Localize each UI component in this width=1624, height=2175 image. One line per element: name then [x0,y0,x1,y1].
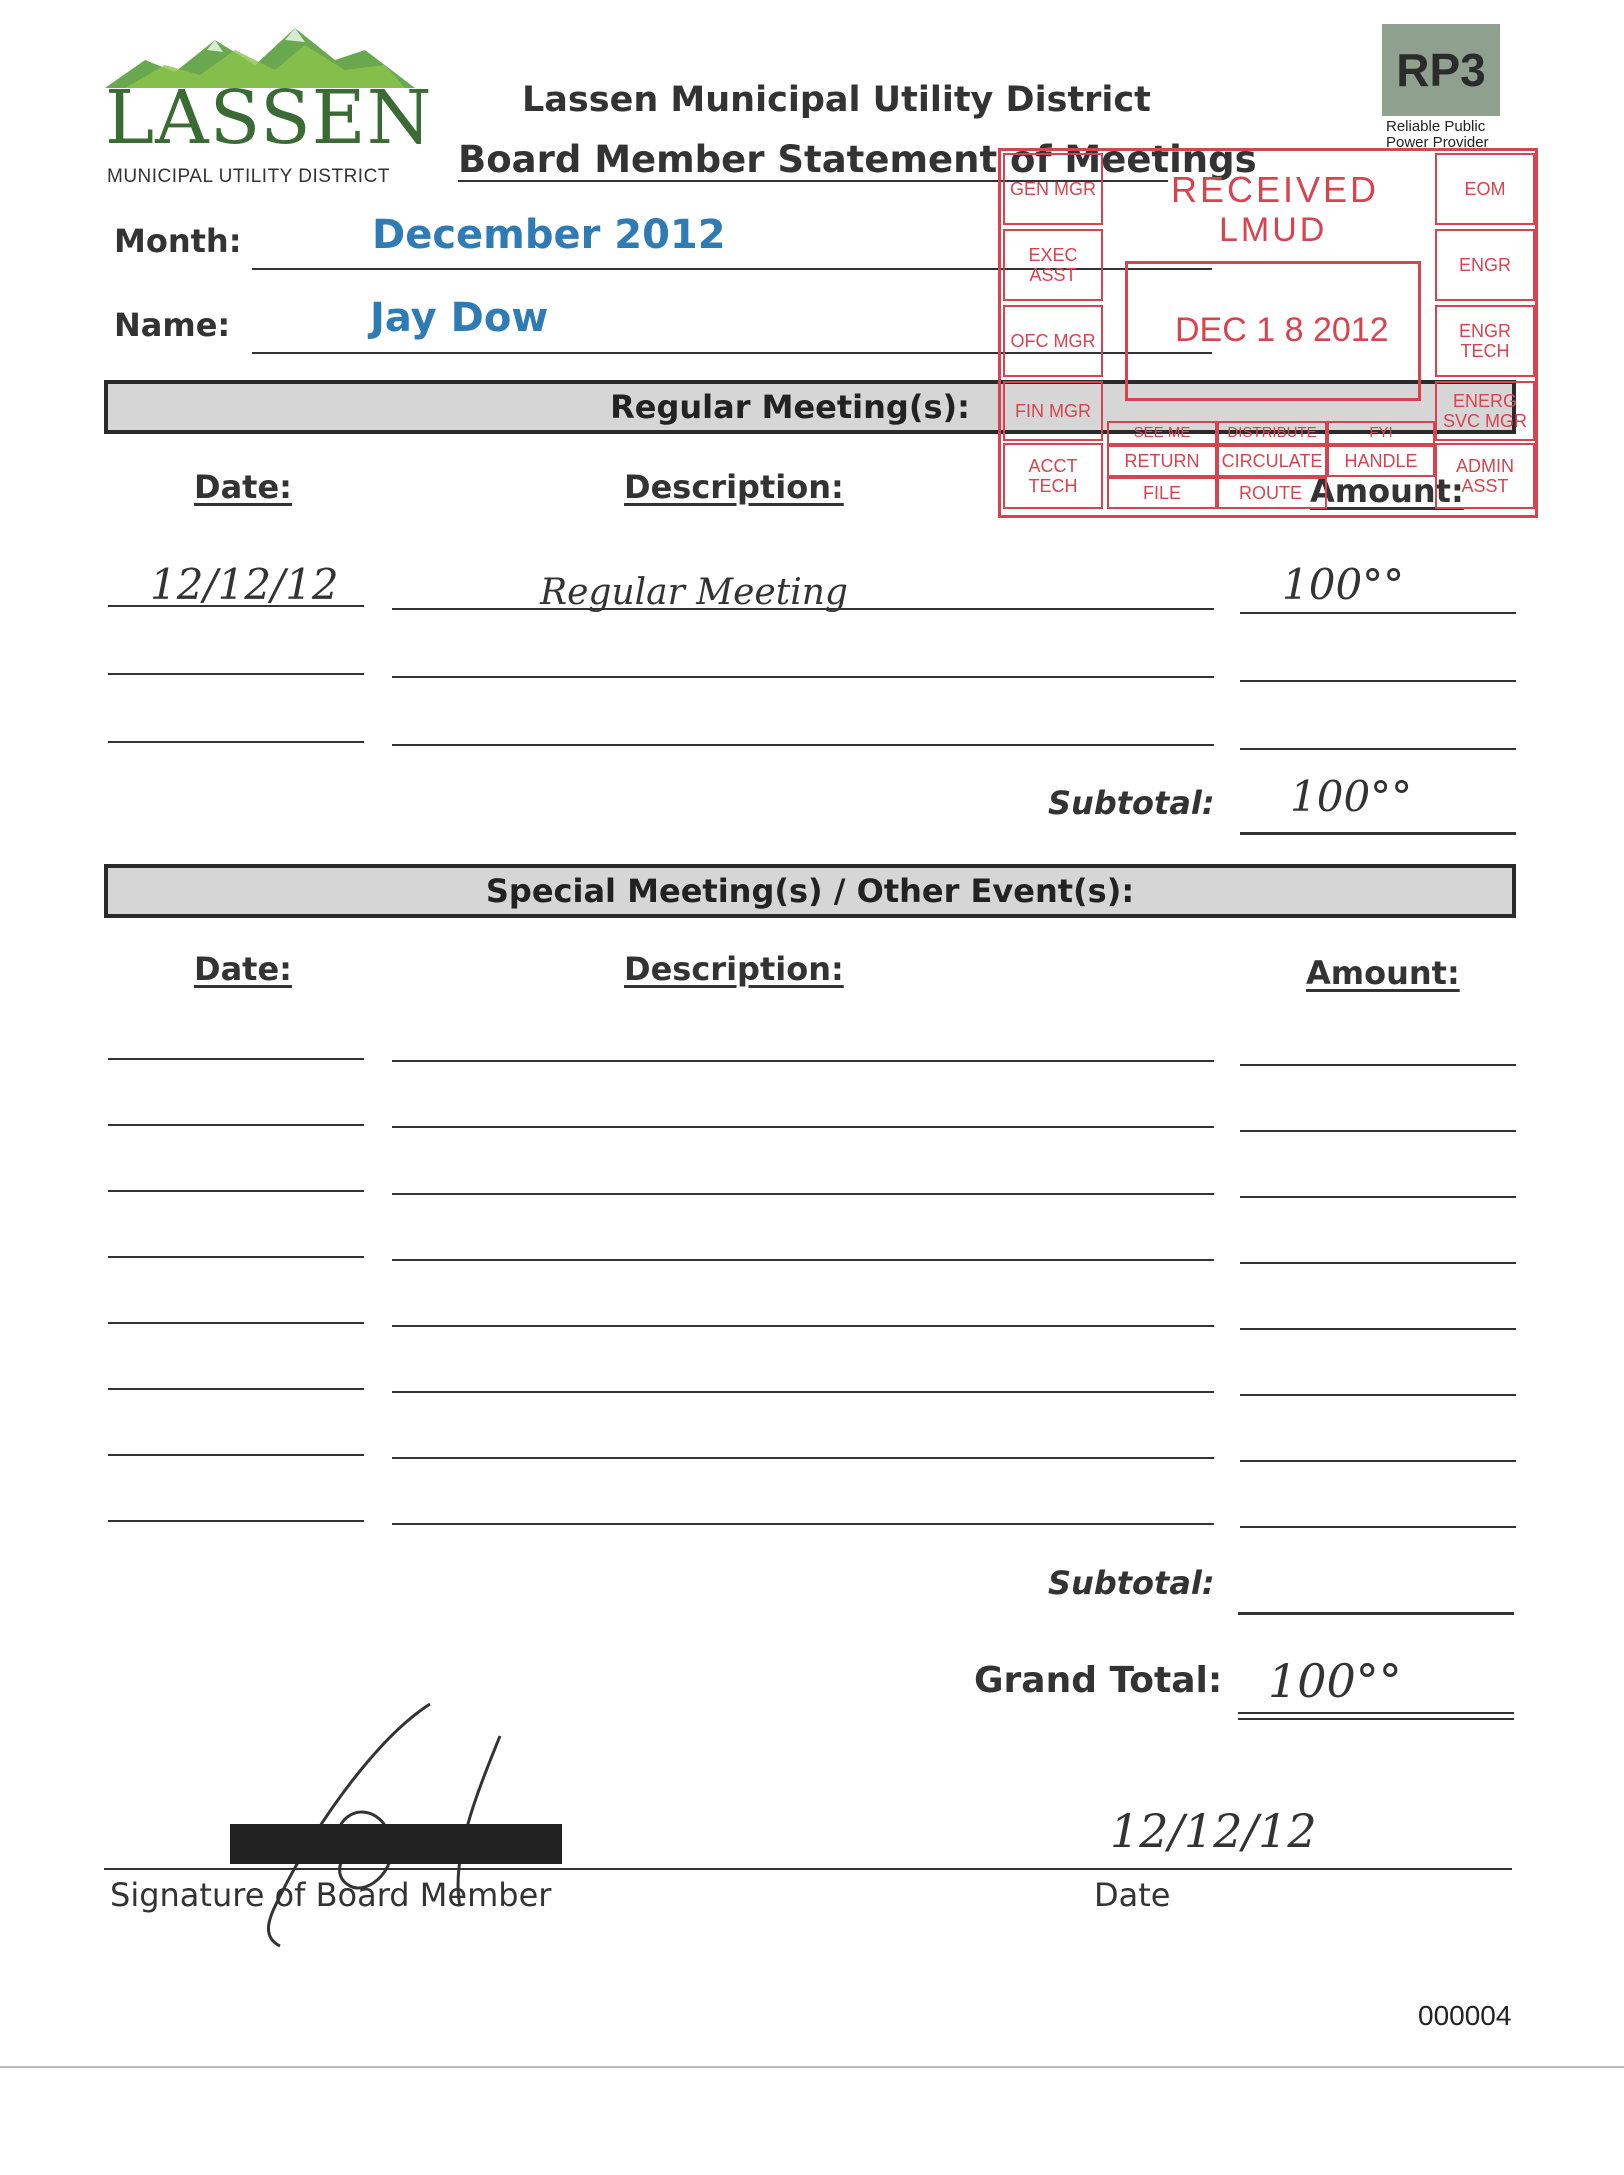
grand-total-value: 100°° [1268,1654,1402,1708]
special-row-line [1240,1394,1516,1396]
special-row-line [392,1193,1214,1195]
stamp-cell: CIRCULATE [1217,445,1327,477]
page-number: 000004 [1418,2000,1512,2031]
stamp-cell: GEN MGR [1003,153,1103,225]
special-row-line [108,1322,364,1324]
stamp-cell: ENGR [1435,229,1535,301]
special-row-line [392,1523,1214,1525]
name-value: Jay Dow [370,295,549,341]
special-row-line [1240,1262,1516,1264]
special-row-line [1240,1328,1516,1330]
rp3-mark: RP3 [1382,24,1500,116]
regular-row-line [108,673,364,675]
regular-row-line [108,741,364,743]
special-row-line [392,1457,1214,1459]
stamp-cell: ENERG SVC MGR [1435,381,1535,441]
logo-subtitle: MUNICIPAL UTILITY DISTRICT [107,166,390,187]
special-row-line [108,1124,364,1126]
special-row-line [1240,1196,1516,1198]
signature-date: 12/12/12 [1110,1804,1317,1858]
stamp-cell: SEE ME [1107,421,1217,445]
special-row-line [108,1256,364,1258]
stamp-cell: FILE [1107,477,1217,509]
special-row-line [392,1325,1214,1327]
stamp-cell: ADMIN ASST [1435,443,1535,509]
stamp-cell: DISTRIBUTE [1217,421,1327,445]
regular-row-line [392,744,1214,746]
regular-row-amount: 100°° [1282,560,1405,609]
month-value: December 2012 [372,212,726,258]
stamp-cell: OFC MGR [1003,305,1103,377]
regular-subtotal-label: Subtotal: [1048,784,1215,822]
regular-row-line [1240,680,1516,682]
stamp-date: DEC 1 8 2012 [1175,311,1389,349]
special-row-line [108,1190,364,1192]
special-row-line [392,1391,1214,1393]
regular-description-header: Description: [624,468,844,506]
regular-amount-header: Amount: [1310,472,1464,510]
special-row-line [108,1454,364,1456]
rp3-line2: Power Provider [1386,134,1489,151]
regular-subtotal-value: 100°° [1290,772,1413,821]
page-title: Lassen Municipal Utility District [522,80,1151,120]
logo-name: LASSEN [105,75,433,161]
regular-row-line [392,676,1214,678]
special-row-line [392,1259,1214,1261]
special-row-line [1240,1130,1516,1132]
special-row-line [392,1060,1214,1062]
rp3-badge [1382,24,1504,154]
rp3-line1: Reliable Public [1386,118,1486,135]
special-row-line [392,1126,1214,1128]
received-stamp [998,148,1538,518]
regular-row-line [392,608,1214,610]
redaction-bar [230,1824,562,1864]
stamp-cell: EOM [1435,153,1535,225]
scan-edge-line [0,2066,1624,2068]
regular-row-description: Regular Meeting [540,572,848,613]
special-row-line [1240,1064,1516,1066]
regular-meetings-heading: Regular Meeting(s): [104,380,1516,434]
stamp-cell: ROUTE [1217,477,1327,509]
grand-total-label: Grand Total: [974,1660,1223,1701]
stamp-cell: EXEC ASST [1003,229,1103,301]
stamp-cell: ENGR TECH [1435,305,1535,377]
special-row-line [1240,1526,1516,1528]
stamp-cell: RETURN [1107,445,1217,477]
special-description-header: Description: [624,950,844,988]
month-label: Month: [114,222,242,260]
stamp-received: RECEIVED [1171,169,1380,210]
special-amount-header: Amount: [1306,954,1460,992]
stamp-cell: HANDLE [1327,445,1435,477]
special-meetings-heading: Special Meeting(s) / Other Event(s): [104,864,1516,918]
regular-date-header: Date: [194,468,292,506]
regular-row-date: 12/12/12 [150,560,339,609]
signature-label: Signature of Board Member [110,1876,552,1914]
special-date-header: Date: [194,950,292,988]
date-label: Date [1094,1876,1171,1914]
special-row-line [108,1520,364,1522]
special-subtotal-label: Subtotal: [1048,1564,1215,1602]
special-row-line [108,1388,364,1390]
stamp-org: LMUD [1219,211,1328,249]
regular-row-line [1240,612,1516,614]
lassen-logo [105,20,433,187]
regular-row-line [1240,748,1516,750]
stamp-cell: FIN MGR [1003,381,1103,441]
special-row-line [108,1058,364,1060]
name-label: Name: [114,306,231,344]
special-row-line [1240,1460,1516,1462]
stamp-cell: ACCT TECH [1003,443,1103,509]
page-subtitle: Board Member Statement of Meetings [458,138,1257,181]
stamp-cell: FYI [1327,421,1435,445]
regular-row-line [108,605,364,607]
